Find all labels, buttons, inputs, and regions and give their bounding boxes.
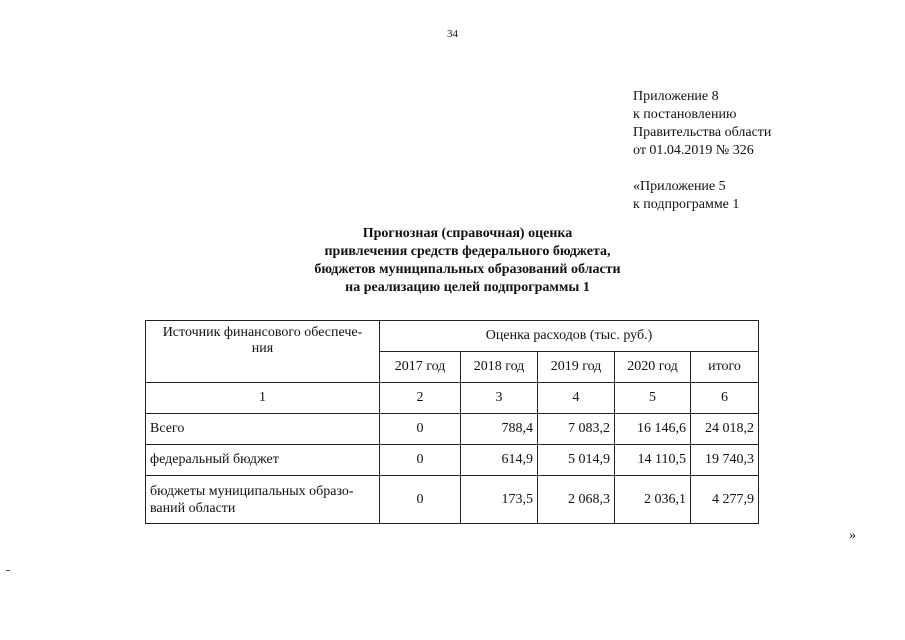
closing-quote: » <box>849 528 856 543</box>
annex-gap <box>633 160 771 178</box>
col-number: 3 <box>461 383 538 414</box>
header-source: Источник финансового обеспече- ния <box>146 321 380 383</box>
margin-mark <box>6 570 10 571</box>
cell-value: 614,9 <box>461 445 538 476</box>
annex-line: к постановлению <box>633 107 737 122</box>
cell-value: 4 277,9 <box>691 476 759 524</box>
col-number: 6 <box>691 383 759 414</box>
header-estimate: Оценка расходов (тыс. руб.) <box>380 321 759 352</box>
header-total: итого <box>691 352 759 383</box>
header-year: 2018 год <box>461 352 538 383</box>
header-year: 2020 год <box>615 352 691 383</box>
cell-value: 0 <box>380 445 461 476</box>
cell-value: 2 036,1 <box>615 476 691 524</box>
col-number: 2 <box>380 383 461 414</box>
page-number: 34 <box>447 28 458 40</box>
table-row <box>146 414 759 445</box>
cell-value: 0 <box>380 414 461 445</box>
annex-line: «Приложение 5 <box>633 179 726 194</box>
row-label: федеральный бюджет <box>146 445 380 476</box>
annex-line: Приложение 8 <box>633 89 719 104</box>
row-label: Всего <box>146 414 380 445</box>
annex-block <box>633 88 771 214</box>
cell-value: 16 146,6 <box>615 414 691 445</box>
table-header-row <box>146 321 759 352</box>
title-line: бюджетов муниципальных образований области <box>314 262 621 277</box>
document-title <box>0 225 905 297</box>
cell-value: 5 014,9 <box>538 445 615 476</box>
cell-value: 173,5 <box>461 476 538 524</box>
cell-value: 0 <box>380 476 461 524</box>
cell-value: 2 068,3 <box>538 476 615 524</box>
cell-value: 788,4 <box>461 414 538 445</box>
col-number: 1 <box>146 383 380 414</box>
funding-table <box>145 320 759 524</box>
title-line: Прогнозная (справочная) оценка <box>362 226 573 241</box>
row-label: бюджеты муниципальных образо- ваний области <box>146 476 380 524</box>
table-row <box>146 476 759 524</box>
cell-value: 7 083,2 <box>538 414 615 445</box>
annex-line: к подпрограмме 1 <box>633 197 740 212</box>
title-line: на реализацию целей подпрограммы 1 <box>345 280 590 295</box>
cell-value: 24 018,2 <box>691 414 759 445</box>
table-colnum-row <box>146 383 759 414</box>
cell-value: 14 110,5 <box>615 445 691 476</box>
annex-line: Правительства области <box>633 125 772 140</box>
title-line: привлечения средств федерального бюджета, <box>324 244 611 259</box>
col-number: 5 <box>615 383 691 414</box>
header-year: 2017 год <box>380 352 461 383</box>
header-year: 2019 год <box>538 352 615 383</box>
cell-value: 19 740,3 <box>691 445 759 476</box>
annex-line: от 01.04.2019 № 326 <box>633 143 754 158</box>
col-number: 4 <box>538 383 615 414</box>
table-row <box>146 445 759 476</box>
